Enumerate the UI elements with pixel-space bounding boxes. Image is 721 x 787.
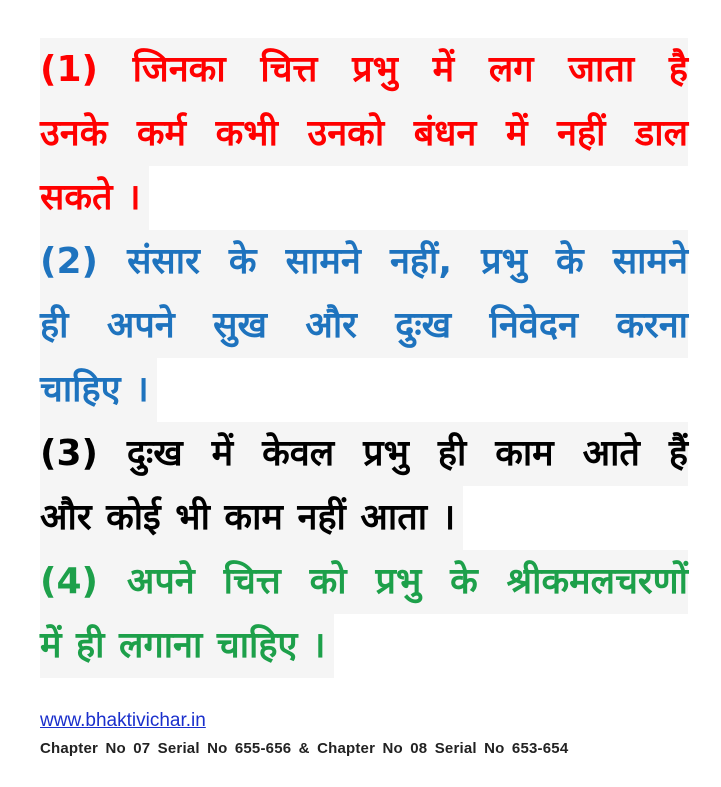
paragraph-1: [40, 38, 688, 230]
chapter-reference: Chapter No 07 Serial No 655-656 & Chapter No 08 Serial No 653-654: [40, 740, 569, 757]
quote-list: [40, 38, 688, 678]
paragraph-1-line-2: उनके कर्म कभी उनको बंधन में नहीं डाल: [40, 102, 688, 166]
paragraph-3-line-2: और कोई भी काम नहीं आता ।: [40, 486, 463, 550]
paragraph-2-line-2: ही अपने सुख और दुःख निवेदन करना: [40, 294, 688, 358]
paragraph-2: [40, 230, 688, 422]
paragraph-3-line-1: (3) दुःख में केवल प्रभु ही काम आते हैं: [40, 422, 688, 486]
website-link[interactable]: www.bhaktivichar.in: [40, 710, 206, 731]
paragraph-1-line-1: (1) जिनका चित्त प्रभु में लग जाता है: [40, 38, 688, 102]
paragraph-3: [40, 422, 688, 550]
paragraph-4-line-1: (4) अपने चित्त को प्रभु के श्रीकमलचरणों: [40, 550, 688, 614]
paragraph-1-line-3: सकते ।: [40, 166, 149, 230]
paragraph-2-line-1: (2) संसार के सामने नहीं, प्रभु के सामने: [40, 230, 688, 294]
paragraph-4-line-2: में ही लगाना चाहिए ।: [40, 614, 334, 678]
footer: [40, 708, 568, 760]
paragraph-2-line-3: चाहिए ।: [40, 358, 157, 422]
paragraph-4: [40, 550, 688, 678]
